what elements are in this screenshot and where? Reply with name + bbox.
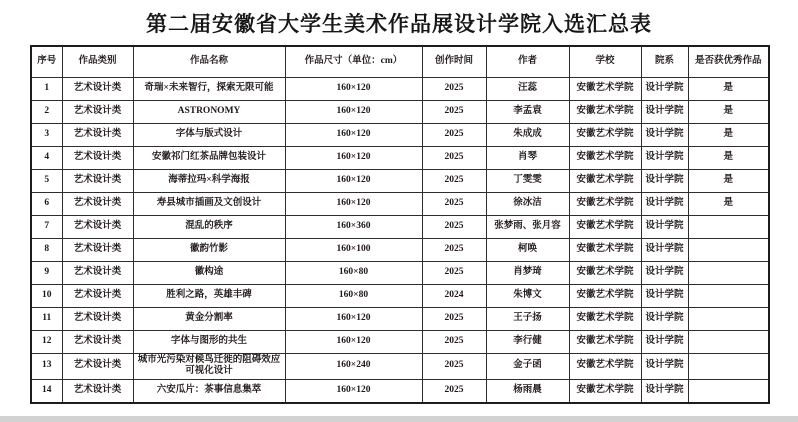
cell-index: 3 <box>31 123 62 146</box>
cell-year: 2025 <box>422 192 486 215</box>
cell-size: 160×80 <box>285 284 422 307</box>
cell-school: 安徽艺术学院 <box>569 261 641 284</box>
cell-school: 安徽艺术学院 <box>569 169 641 192</box>
cell-school: 安徽艺术学院 <box>569 380 641 403</box>
cell-category: 艺术设计类 <box>62 215 133 238</box>
cell-index: 12 <box>31 330 62 353</box>
cell-department: 设计学院 <box>641 261 688 284</box>
cell-author: 金子函 <box>486 353 569 380</box>
cell-department: 设计学院 <box>641 307 688 330</box>
cell-year: 2024 <box>422 284 486 307</box>
column-header: 学校 <box>569 46 641 77</box>
cell-department: 设计学院 <box>641 380 688 403</box>
cell-category: 艺术设计类 <box>62 353 133 380</box>
column-header: 院系 <box>641 46 688 77</box>
selection-summary-table <box>30 45 770 404</box>
cell-department: 设计学院 <box>641 238 688 261</box>
cell-school: 安徽艺术学院 <box>569 238 641 261</box>
cell-excellent-flag <box>688 215 769 238</box>
cell-size: 160×120 <box>285 77 422 100</box>
cell-work-title: 徽韵竹影 <box>133 238 285 261</box>
cell-work-title: 安徽祁门红茶品牌包装设计 <box>133 146 285 169</box>
cell-department: 设计学院 <box>641 146 688 169</box>
cell-category: 艺术设计类 <box>62 123 133 146</box>
cell-excellent-flag <box>688 330 769 353</box>
cell-excellent-flag: 是 <box>688 169 769 192</box>
cell-category: 艺术设计类 <box>62 380 133 403</box>
page-title: 第二届安徽省大学生美术作品展设计学院入选汇总表 <box>146 12 652 36</box>
cell-index: 1 <box>31 77 62 100</box>
cell-author: 张梦雨、张月容 <box>486 215 569 238</box>
cell-school: 安徽艺术学院 <box>569 123 641 146</box>
cell-author: 徐冰洁 <box>486 192 569 215</box>
cell-category: 艺术设计类 <box>62 146 133 169</box>
cell-work-title: 海蒂拉玛×科学海报 <box>133 169 285 192</box>
cell-author: 丁雯雯 <box>486 169 569 192</box>
cell-category: 艺术设计类 <box>62 284 133 307</box>
cell-school: 安徽艺术学院 <box>569 215 641 238</box>
cell-index: 4 <box>31 146 62 169</box>
cell-author: 王子扬 <box>486 307 569 330</box>
cell-year: 2025 <box>422 307 486 330</box>
cell-work-title: 城市光污染对候鸟迁徙的阻碍效应可视化设计 <box>133 353 285 380</box>
cell-category: 艺术设计类 <box>62 77 133 100</box>
cell-size: 160×120 <box>285 146 422 169</box>
table-row <box>31 284 769 307</box>
cell-size: 160×120 <box>285 100 422 123</box>
cell-excellent-flag: 是 <box>688 146 769 169</box>
table-row <box>31 77 769 100</box>
table-row <box>31 146 769 169</box>
cell-school: 安徽艺术学院 <box>569 77 641 100</box>
cell-excellent-flag <box>688 238 769 261</box>
cell-year: 2025 <box>422 146 486 169</box>
cell-excellent-flag <box>688 353 769 380</box>
cell-category: 艺术设计类 <box>62 100 133 123</box>
cell-excellent-flag: 是 <box>688 100 769 123</box>
cell-department: 设计学院 <box>641 215 688 238</box>
cell-author: 杨雨晨 <box>486 380 569 403</box>
cell-school: 安徽艺术学院 <box>569 307 641 330</box>
cell-school: 安徽艺术学院 <box>569 330 641 353</box>
cell-size: 160×120 <box>285 307 422 330</box>
cell-work-title: 字体与图形的共生 <box>133 330 285 353</box>
table-header-row <box>31 46 769 77</box>
cell-work-title: 寿县城市插画及文创设计 <box>133 192 285 215</box>
cell-size: 160×120 <box>285 169 422 192</box>
cell-school: 安徽艺术学院 <box>569 100 641 123</box>
cell-year: 2025 <box>422 169 486 192</box>
cell-excellent-flag: 是 <box>688 123 769 146</box>
column-header: 创作时间 <box>422 46 486 77</box>
column-header: 是否获优秀作品 <box>688 46 769 77</box>
cell-category: 艺术设计类 <box>62 192 133 215</box>
cell-index: 13 <box>31 353 62 380</box>
cell-year: 2025 <box>422 330 486 353</box>
cell-index: 10 <box>31 284 62 307</box>
cell-index: 2 <box>31 100 62 123</box>
column-header: 作者 <box>486 46 569 77</box>
cell-work-title: 黄金分割率 <box>133 307 285 330</box>
cell-work-title: 六安瓜片：茶事信息集萃 <box>133 380 285 403</box>
cell-author: 汪蕊 <box>486 77 569 100</box>
screenshot-edge-strip <box>0 416 798 422</box>
cell-excellent-flag: 是 <box>688 77 769 100</box>
cell-index: 6 <box>31 192 62 215</box>
cell-year: 2025 <box>422 380 486 403</box>
cell-excellent-flag <box>688 307 769 330</box>
cell-department: 设计学院 <box>641 330 688 353</box>
cell-excellent-flag <box>688 261 769 284</box>
table-row <box>31 330 769 353</box>
cell-size: 160×360 <box>285 215 422 238</box>
cell-year: 2025 <box>422 123 486 146</box>
cell-work-title: 混乱的秩序 <box>133 215 285 238</box>
cell-size: 160×80 <box>285 261 422 284</box>
cell-work-title: ASTRONOMY <box>133 100 285 123</box>
column-header: 作品尺寸（单位：cm） <box>285 46 422 77</box>
cell-year: 2025 <box>422 353 486 380</box>
cell-work-title: 徽构途 <box>133 261 285 284</box>
table-body <box>31 77 769 403</box>
cell-department: 设计学院 <box>641 284 688 307</box>
table-row <box>31 238 769 261</box>
cell-department: 设计学院 <box>641 100 688 123</box>
cell-department: 设计学院 <box>641 77 688 100</box>
column-header: 序号 <box>31 46 62 77</box>
cell-year: 2025 <box>422 100 486 123</box>
cell-department: 设计学院 <box>641 192 688 215</box>
cell-year: 2025 <box>422 215 486 238</box>
cell-size: 160×120 <box>285 123 422 146</box>
cell-size: 160×100 <box>285 238 422 261</box>
table-row <box>31 192 769 215</box>
table-row <box>31 380 769 403</box>
column-header: 作品类别 <box>62 46 133 77</box>
cell-index: 11 <box>31 307 62 330</box>
cell-school: 安徽艺术学院 <box>569 353 641 380</box>
cell-size: 160×120 <box>285 380 422 403</box>
cell-category: 艺术设计类 <box>62 238 133 261</box>
table-row <box>31 353 769 380</box>
cell-work-title: 奇瑞×未来智行，探索无限可能 <box>133 77 285 100</box>
cell-size: 160×120 <box>285 330 422 353</box>
table-row <box>31 215 769 238</box>
cell-excellent-flag <box>688 380 769 403</box>
table-row <box>31 169 769 192</box>
cell-year: 2025 <box>422 77 486 100</box>
cell-author: 肖梦琦 <box>486 261 569 284</box>
table-row <box>31 307 769 330</box>
cell-school: 安徽艺术学院 <box>569 192 641 215</box>
cell-school: 安徽艺术学院 <box>569 146 641 169</box>
cell-author: 柯唤 <box>486 238 569 261</box>
cell-size: 160×240 <box>285 353 422 380</box>
cell-index: 5 <box>31 169 62 192</box>
cell-work-title: 胜利之路，英雄丰碑 <box>133 284 285 307</box>
cell-size: 160×120 <box>285 192 422 215</box>
table-row <box>31 261 769 284</box>
cell-index: 9 <box>31 261 62 284</box>
cell-index: 7 <box>31 215 62 238</box>
cell-year: 2025 <box>422 261 486 284</box>
cell-excellent-flag <box>688 284 769 307</box>
cell-category: 艺术设计类 <box>62 330 133 353</box>
cell-author: 肖琴 <box>486 146 569 169</box>
table-row <box>31 123 769 146</box>
cell-index: 14 <box>31 380 62 403</box>
cell-author: 李孟袁 <box>486 100 569 123</box>
cell-work-title: 字体与版式设计 <box>133 123 285 146</box>
cell-author: 朱成成 <box>486 123 569 146</box>
cell-category: 艺术设计类 <box>62 261 133 284</box>
cell-author: 朱博文 <box>486 284 569 307</box>
cell-category: 艺术设计类 <box>62 307 133 330</box>
cell-category: 艺术设计类 <box>62 169 133 192</box>
cell-school: 安徽艺术学院 <box>569 284 641 307</box>
cell-department: 设计学院 <box>641 169 688 192</box>
cell-excellent-flag: 是 <box>688 192 769 215</box>
cell-department: 设计学院 <box>641 123 688 146</box>
cell-year: 2025 <box>422 238 486 261</box>
cell-author: 李行健 <box>486 330 569 353</box>
column-header: 作品名称 <box>133 46 285 77</box>
table-row <box>31 100 769 123</box>
cell-department: 设计学院 <box>641 353 688 380</box>
cell-index: 8 <box>31 238 62 261</box>
